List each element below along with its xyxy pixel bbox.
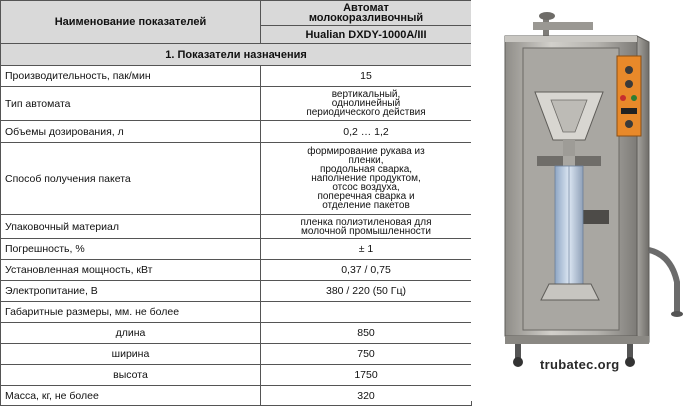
header-title-line2: молокоразливочный — [308, 11, 424, 24]
table-row — [1, 281, 472, 302]
value-line: пленка полиэтиленовая для — [300, 216, 432, 228]
table-row — [1, 260, 472, 281]
row-value — [261, 143, 472, 215]
header-title-line1: Автомат — [343, 1, 389, 14]
row-value: ± 1 — [261, 239, 472, 260]
section-title: 1. Показатели назначения — [1, 44, 472, 66]
row-label: Объемы дозирования, л — [1, 121, 261, 143]
value-line: однолинейный — [331, 98, 401, 109]
row-label: Способ получения пакета — [1, 143, 261, 215]
row-value — [261, 215, 472, 239]
table-row — [1, 365, 472, 386]
section-row — [1, 44, 472, 66]
header-name-cell: Наименование показателей — [1, 1, 261, 44]
table-row — [1, 323, 472, 344]
row-value: 320 — [261, 386, 472, 406]
row-value — [261, 87, 472, 121]
header-value-cell — [261, 1, 472, 44]
table-header-row — [1, 1, 472, 44]
value-line: отделение пакетов — [322, 200, 410, 211]
table-row — [1, 121, 472, 143]
row-value: 15 — [261, 66, 472, 87]
row-value: 850 — [261, 323, 472, 344]
value-line: пленки, — [348, 155, 384, 166]
row-label: Габаритные размеры, мм. не более — [1, 302, 261, 323]
packaging-machine-illustration — [471, 0, 700, 401]
row-value: 0,37 / 0,75 — [261, 260, 472, 281]
row-label: Электропитание, В — [1, 281, 261, 302]
value-line: молочной промышленности — [301, 225, 431, 237]
row-value: 380 / 220 (50 Гц) — [261, 281, 472, 302]
film-tube — [555, 166, 583, 284]
row-label: Установленная мощность, кВт — [1, 260, 261, 281]
row-label: Производительность, пак/мин — [1, 66, 261, 87]
row-label: высота — [1, 365, 261, 386]
row-label: Упаковочный материал — [1, 215, 261, 239]
row-label: ширина — [1, 344, 261, 365]
row-label: Масса, кг, не более — [1, 386, 261, 406]
output-chute — [541, 284, 599, 300]
value-line: вертикальный, — [331, 89, 401, 100]
value-line: наполнение продуктом, — [311, 173, 421, 184]
machine-photo — [471, 0, 700, 401]
value-line: периодического действия — [306, 107, 426, 118]
row-value: 750 — [261, 344, 472, 365]
row-value: 1750 — [261, 365, 472, 386]
table-row — [1, 143, 472, 215]
table-row — [1, 344, 472, 365]
value-line: продольная сварка, — [319, 164, 413, 175]
table-row — [1, 215, 472, 239]
row-value — [261, 302, 472, 323]
value-line: формирование рукава из — [307, 146, 425, 157]
row-label: Тип автомата — [1, 87, 261, 121]
row-label: длина — [1, 323, 261, 344]
table-row — [1, 239, 472, 260]
table-row — [1, 66, 472, 87]
value-line: поперечная сварка и — [317, 191, 415, 202]
film-roll-bracket — [533, 12, 593, 36]
watermark-text: trubatec.org — [540, 357, 620, 372]
row-value: 0,2 … 1,2 — [261, 121, 472, 143]
row-label: Погрешность, % — [1, 239, 261, 260]
header-model: Hualian DXDY-1000A/III — [261, 25, 471, 42]
side-pipe — [649, 250, 683, 317]
control-panel — [617, 56, 641, 136]
table-row — [1, 87, 472, 121]
table-row — [1, 386, 472, 406]
table-row — [1, 302, 472, 323]
value-line: отсос воздуха, — [332, 182, 400, 193]
